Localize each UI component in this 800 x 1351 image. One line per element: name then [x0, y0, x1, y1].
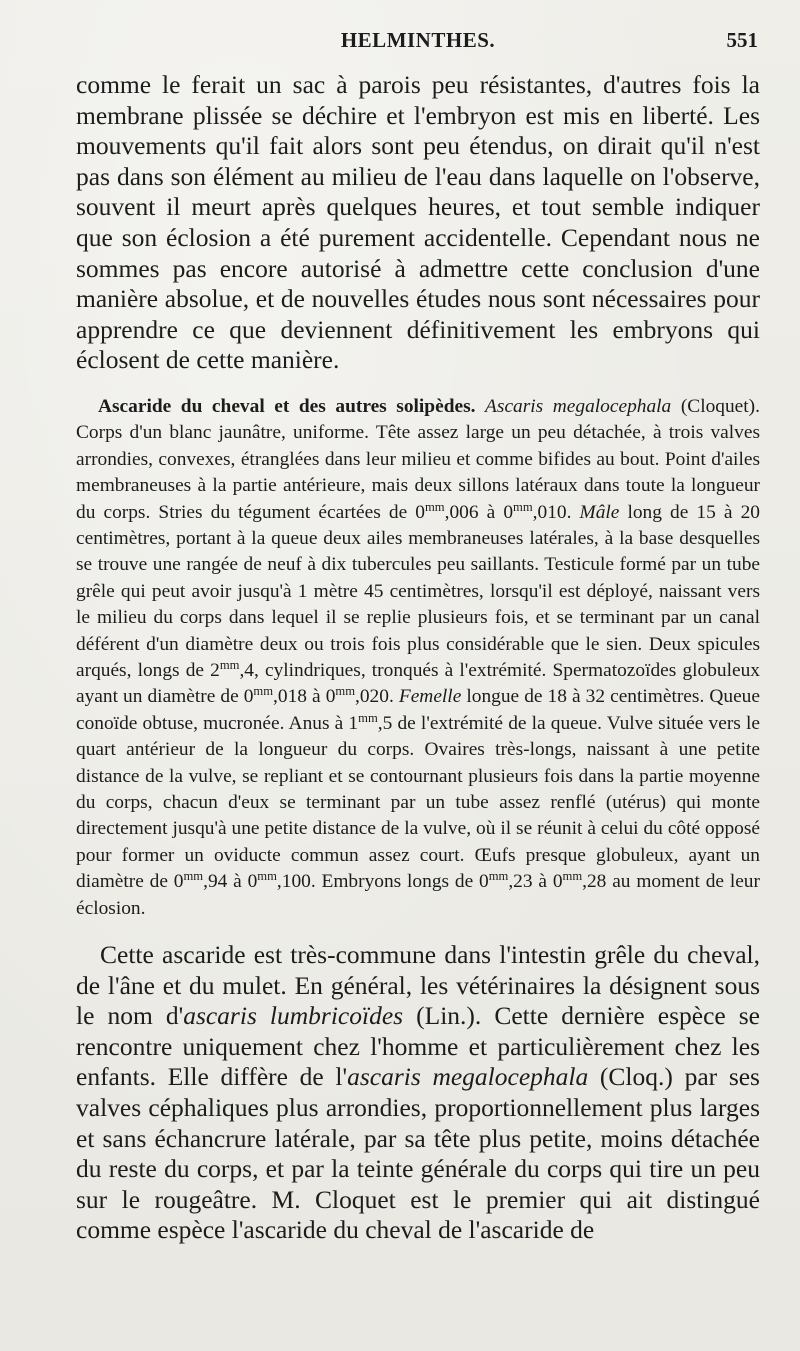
species-heading: Ascaride du cheval et des autres solipèdes.	[98, 395, 476, 417]
description-text: ,5 de l'extrémité de la queue. Vulve située vers le quart antérieur de la longueur du corps. Ovaires très-longs, naissant à une petite distance de la vulve, se repliant et se contournant plusieurs fois dans la partie moyenne du corps, chacun d'eux se terminant par un tube assez renflé (utérus) qui monte directement jusqu'à une petite distance de la vulve, où il se réunit à celui du côté opposé pour former un oviducte commun assez court. Œufs presque globuleux, ayant un diamètre de 0	[76, 712, 761, 893]
page-number: 551	[726, 28, 758, 52]
paragraph-continuation: comme le ferait un sac à parois peu résistantes, d'autres fois la membrane plissée se déchire et l'embryon est mis en liberté. Les mouvements qu'il fait alors sont peu étendus, on dirait qu'il n'est pas dans son élément au milieu de l'eau dans laquelle on l'observe, souvent il meurt après quelques heures, et tout semble indiquer que son éclosion a été purement accidentelle. Cependant nous ne sommes pas encore autorisé à admettre cette conclusion d'une manière absolue, et de nouvelles études nous sont nécessaires pour apprendre ce que deviennent définitivement les embryons qui éclosent de cette manière.	[76, 70, 760, 375]
female-label: Femelle	[398, 686, 462, 708]
male-label: Mâle	[579, 501, 620, 523]
unit-mm: mm	[562, 869, 583, 884]
unit-mm: mm	[358, 710, 378, 725]
species-latin-name: ascaris megalocephala	[347, 1062, 589, 1092]
unit-mm: mm	[488, 869, 509, 884]
unit-mm: mm	[513, 499, 533, 514]
description-text: ,23 à 0	[508, 871, 563, 893]
unit-mm: mm	[219, 658, 240, 673]
unit-mm: mm	[253, 684, 274, 699]
discussion-text: (Cloq.) par ses valves céphaliques plus arrondies, proportionnellement plus larges et sans échancrure latérale, par sa tête plus petite, moins détachée du reste du corps, et par la teinte générale du corps qui tire un peu sur le rougeâtre. M. Cloquet est le premier qui ait distingué comme espèce l'ascaride du cheval de l'ascaride de	[76, 1062, 760, 1245]
description-text: ,4, cylindriques, tronqués à l'extrémité. Spermatozoïdes globuleux ayant un diamètre de 0	[76, 660, 760, 708]
page-header	[78, 28, 758, 62]
unit-mm: mm	[425, 499, 445, 514]
discussion-text: Cette ascaride est très-commune dans l'intestin grêle du cheval, de l'âne et du mulet. En général, les vétérinaires la désignent sous le nom d'	[76, 940, 760, 1031]
unit-mm: mm	[335, 684, 356, 699]
description-text: ,006 à 0	[444, 501, 514, 523]
unit-mm: mm	[257, 869, 277, 884]
description-text: ,94 à 0	[203, 871, 258, 893]
species-latin-name: Ascaris megalocephala	[485, 395, 672, 417]
running-head: HELMINTHES.	[340, 28, 496, 52]
description-text: (Cloquet). Corps d'un blanc jaunâtre, uniforme. Tête assez large un peu détachée, à trois valves arrondies, convexes, étranglées dans leur milieu et comme bifides au bout. Point d'ailes membraneuses à la partie antérieure, mais deux sillons latéraux dans toute la longueur du corps. Stries du tégument écartées de 0	[76, 395, 760, 523]
description-text: ,010.	[532, 501, 580, 523]
species-description	[76, 394, 760, 922]
unit-mm: mm	[183, 869, 204, 884]
discussion-text: (Lin.). Cette dernière espèce se rencontre uniquement chez l'homme et particulièrement chez les enfants. Elle diffère de l'	[76, 1001, 761, 1092]
species-latin-name: ascaris lumbricoïdes	[183, 1001, 404, 1031]
description-text: ,28 au moment de leur éclosion.	[76, 871, 760, 919]
description-text: long de 15 à 20 centimètres, portant à la queue deux ailes membraneuses latérales, à la base desquelles se trouve une rangée de neuf à dix tubercules peu saillants. Testicule formé par un tube grêle qui peut avoir jusqu'à 1 mètre 45 centimètres, lorsqu'il est déployé, naissant vers le milieu du corps dans lequel il se replie plusieurs fois, et se terminant par un canal déférent d'un diamètre deux ou trois fois plus considérable que le sien. Deux spicules arqués, longs de 2	[76, 501, 760, 681]
paragraph-discussion	[76, 940, 760, 1246]
description-text: ,020.	[355, 686, 399, 708]
description-text: ,100. Embryons longs de 0	[276, 871, 489, 893]
description-text: ,018 à 0	[273, 686, 336, 708]
description-text: longue de 18 à 32 centimètres. Queue conoïde obtuse, mucronée. Anus à 1	[76, 686, 760, 734]
body-text	[76, 70, 760, 1246]
